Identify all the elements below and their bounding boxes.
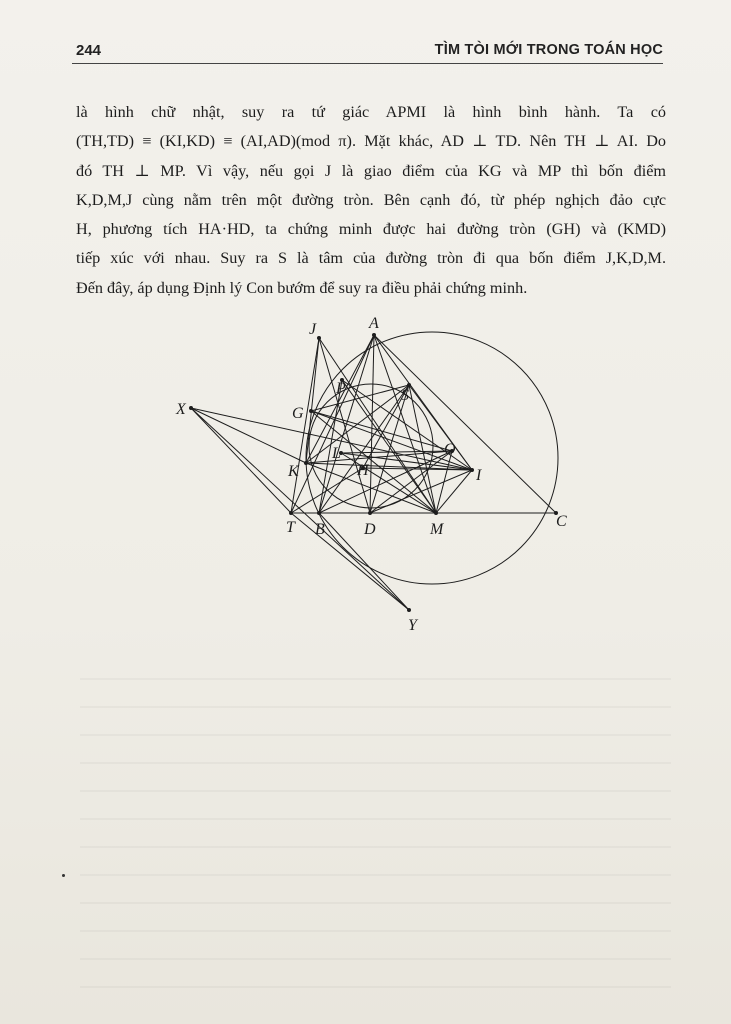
point-label-m: M bbox=[430, 521, 444, 538]
proof-paragraph bbox=[76, 98, 666, 303]
point-label-c: C bbox=[556, 513, 567, 530]
text-line: đó TH ⊥ MP. Vì vậy, nếu gọi J là giao điểm của KG và MP thì bốn điểm bbox=[76, 161, 666, 180]
ink-dot bbox=[62, 874, 65, 877]
running-title: TÌM TÒI MỚI TRONG TOÁN HỌC bbox=[434, 42, 663, 58]
point-label-g: G bbox=[292, 405, 304, 422]
text-line: là hình chữ nhật, suy ra tứ giác APMI là hình bình hành. Ta có bbox=[76, 103, 666, 121]
geometry-diagram bbox=[164, 308, 604, 638]
point-label-o: O bbox=[444, 441, 456, 458]
point-label-k: K bbox=[288, 463, 299, 480]
point-label-a: A bbox=[369, 315, 379, 332]
header-rule bbox=[72, 63, 663, 64]
text-line: Đến đây, áp dụng Định lý Con bướm để suy ra điều phải chứng minh. bbox=[76, 278, 528, 297]
show-through-texture bbox=[80, 660, 671, 994]
point-label-b: B bbox=[315, 521, 325, 538]
point-label-d: D bbox=[364, 521, 376, 538]
point-label-l: L bbox=[332, 445, 341, 462]
point-label-p: P bbox=[336, 380, 346, 397]
point-label-h: H bbox=[357, 462, 369, 479]
point-label-i: I bbox=[476, 467, 482, 484]
text-line: K,D,M,J cùng nằm trên một đường tròn. Bên cạnh đó, từ phép nghịch đảo cực bbox=[76, 190, 666, 209]
text-line: H, phương tích HA·HD, ta chứng minh được hai đường tròn (GH) và (KMD) bbox=[76, 220, 666, 239]
geometry-figure bbox=[164, 308, 604, 638]
page-number: 244 bbox=[76, 42, 102, 59]
point-label-s: S bbox=[401, 387, 409, 404]
point-label-t: T bbox=[286, 519, 295, 536]
point-label-y: Y bbox=[408, 617, 417, 634]
point-label-x: X bbox=[176, 401, 186, 418]
text-line: tiếp xúc với nhau. Suy ra S là tâm của đường tròn đi qua bốn điểm J,K,D,M. bbox=[76, 249, 666, 268]
point-label-j: J bbox=[309, 321, 317, 338]
text-line: (TH,TD) ≡ (KI,KD) ≡ (AI,AD)(mod π). Mặt khác, AD ⊥ TD. Nên TH ⊥ AI. Do bbox=[76, 132, 666, 151]
page-header bbox=[64, 38, 663, 64]
